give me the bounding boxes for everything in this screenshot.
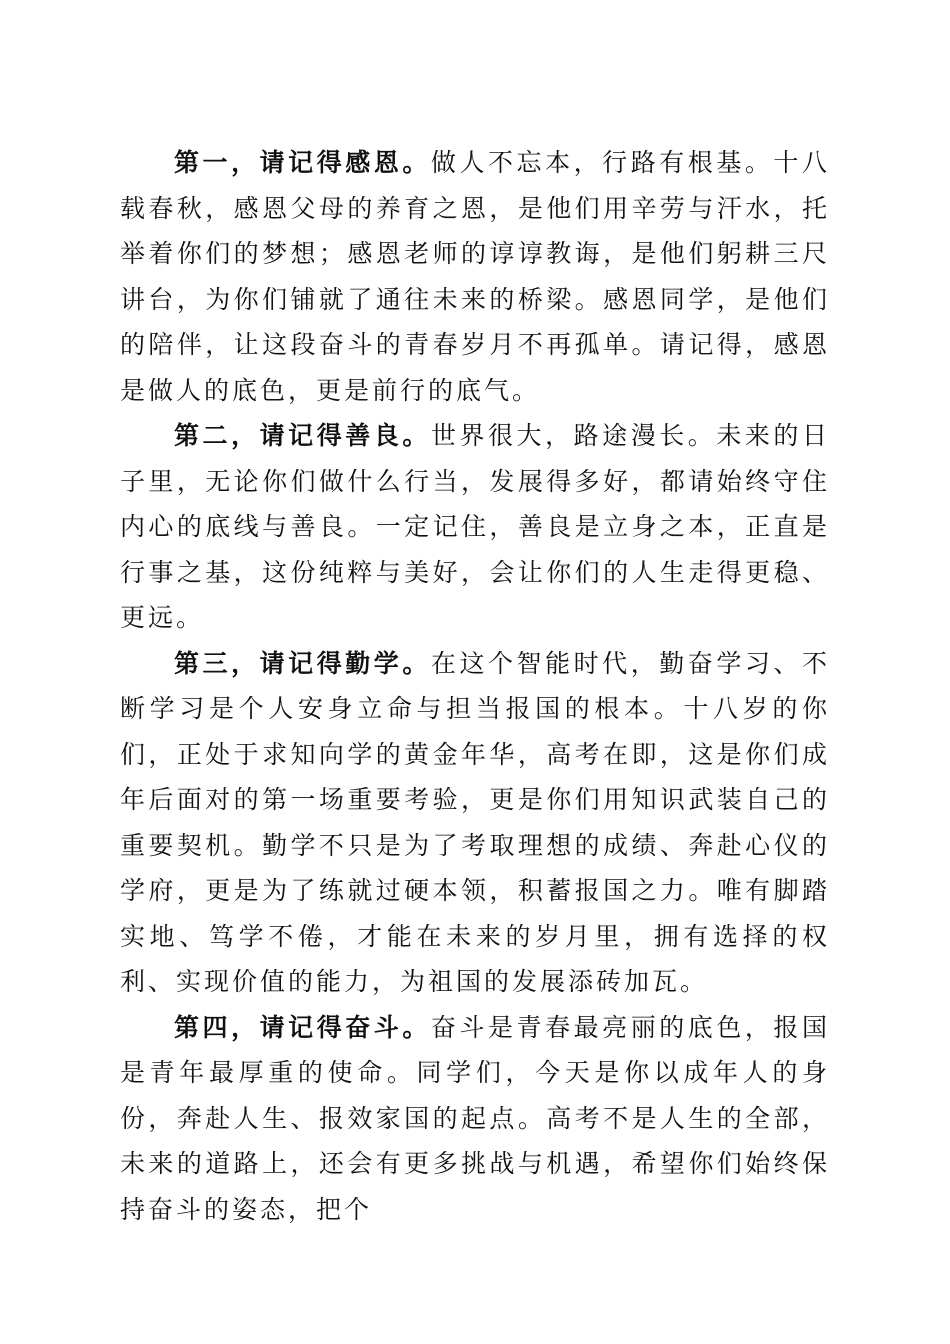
paragraph-diligence xyxy=(120,641,830,1005)
paragraph-gratitude xyxy=(120,140,830,413)
document-body xyxy=(120,140,830,1232)
paragraph-heading: 第四，请记得奋斗。 xyxy=(174,1012,431,1042)
paragraph-text: 做人不忘本，行路有根基。十八载春秋，感恩父母的养育之恩，是他们用辛劳与汗水，托举着你们的梦想；感恩老师的谆谆教诲，是他们躬耕三尺讲台，为你们铺就了通往未来的桥梁。感恩同学，是他们的陪伴，让这段奋斗的青春岁月不再孤单。请记得，感恩是做人的底色，更是前行的底气。 xyxy=(120,148,830,405)
paragraph-kindness xyxy=(120,413,830,641)
paragraph-text: 世界很大，路途漫长。未来的日子里，无论你们做什么行当，发展得多好，都请始终守住内心的底线与善良。一定记住，善良是立身之本，正直是行事之基，这份纯粹与美好，会让你们的人生走得更稳、更远。 xyxy=(120,421,830,632)
paragraph-text: 奋斗是青春最亮丽的底色，报国是青年最厚重的使命。同学们，今天是你以成年人的身份，奔赴人生、报效家国的起点。高考不是人生的全部，未来的道路上，还会有更多挑战与机遇，希望你们始终保持奋斗的姿态，把个 xyxy=(120,1012,830,1224)
paragraph-heading: 第三，请记得勤学。 xyxy=(174,648,431,678)
paragraph-striving xyxy=(120,1005,830,1233)
paragraph-text: 在这个智能时代，勤奋学习、不断学习是个人安身立命与担当报国的根本。十八岁的你们，正处于求知向学的黄金年华，高考在即，这是你们成年后面对的第一场重要考验，更是你们用知识武装自己的重要契机。勤学不只是为了考取理想的成绩、奔赴心仪的学府，更是为了练就过硬本领，积蓄报国之力。唯有脚踏实地、笃学不倦，才能在未来的岁月里，拥有选择的权利、实现价值的能力，为祖国的发展添砖加瓦。 xyxy=(120,648,830,996)
paragraph-heading: 第二，请记得善良。 xyxy=(174,421,431,450)
paragraph-heading: 第一，请记得感恩。 xyxy=(174,148,431,177)
